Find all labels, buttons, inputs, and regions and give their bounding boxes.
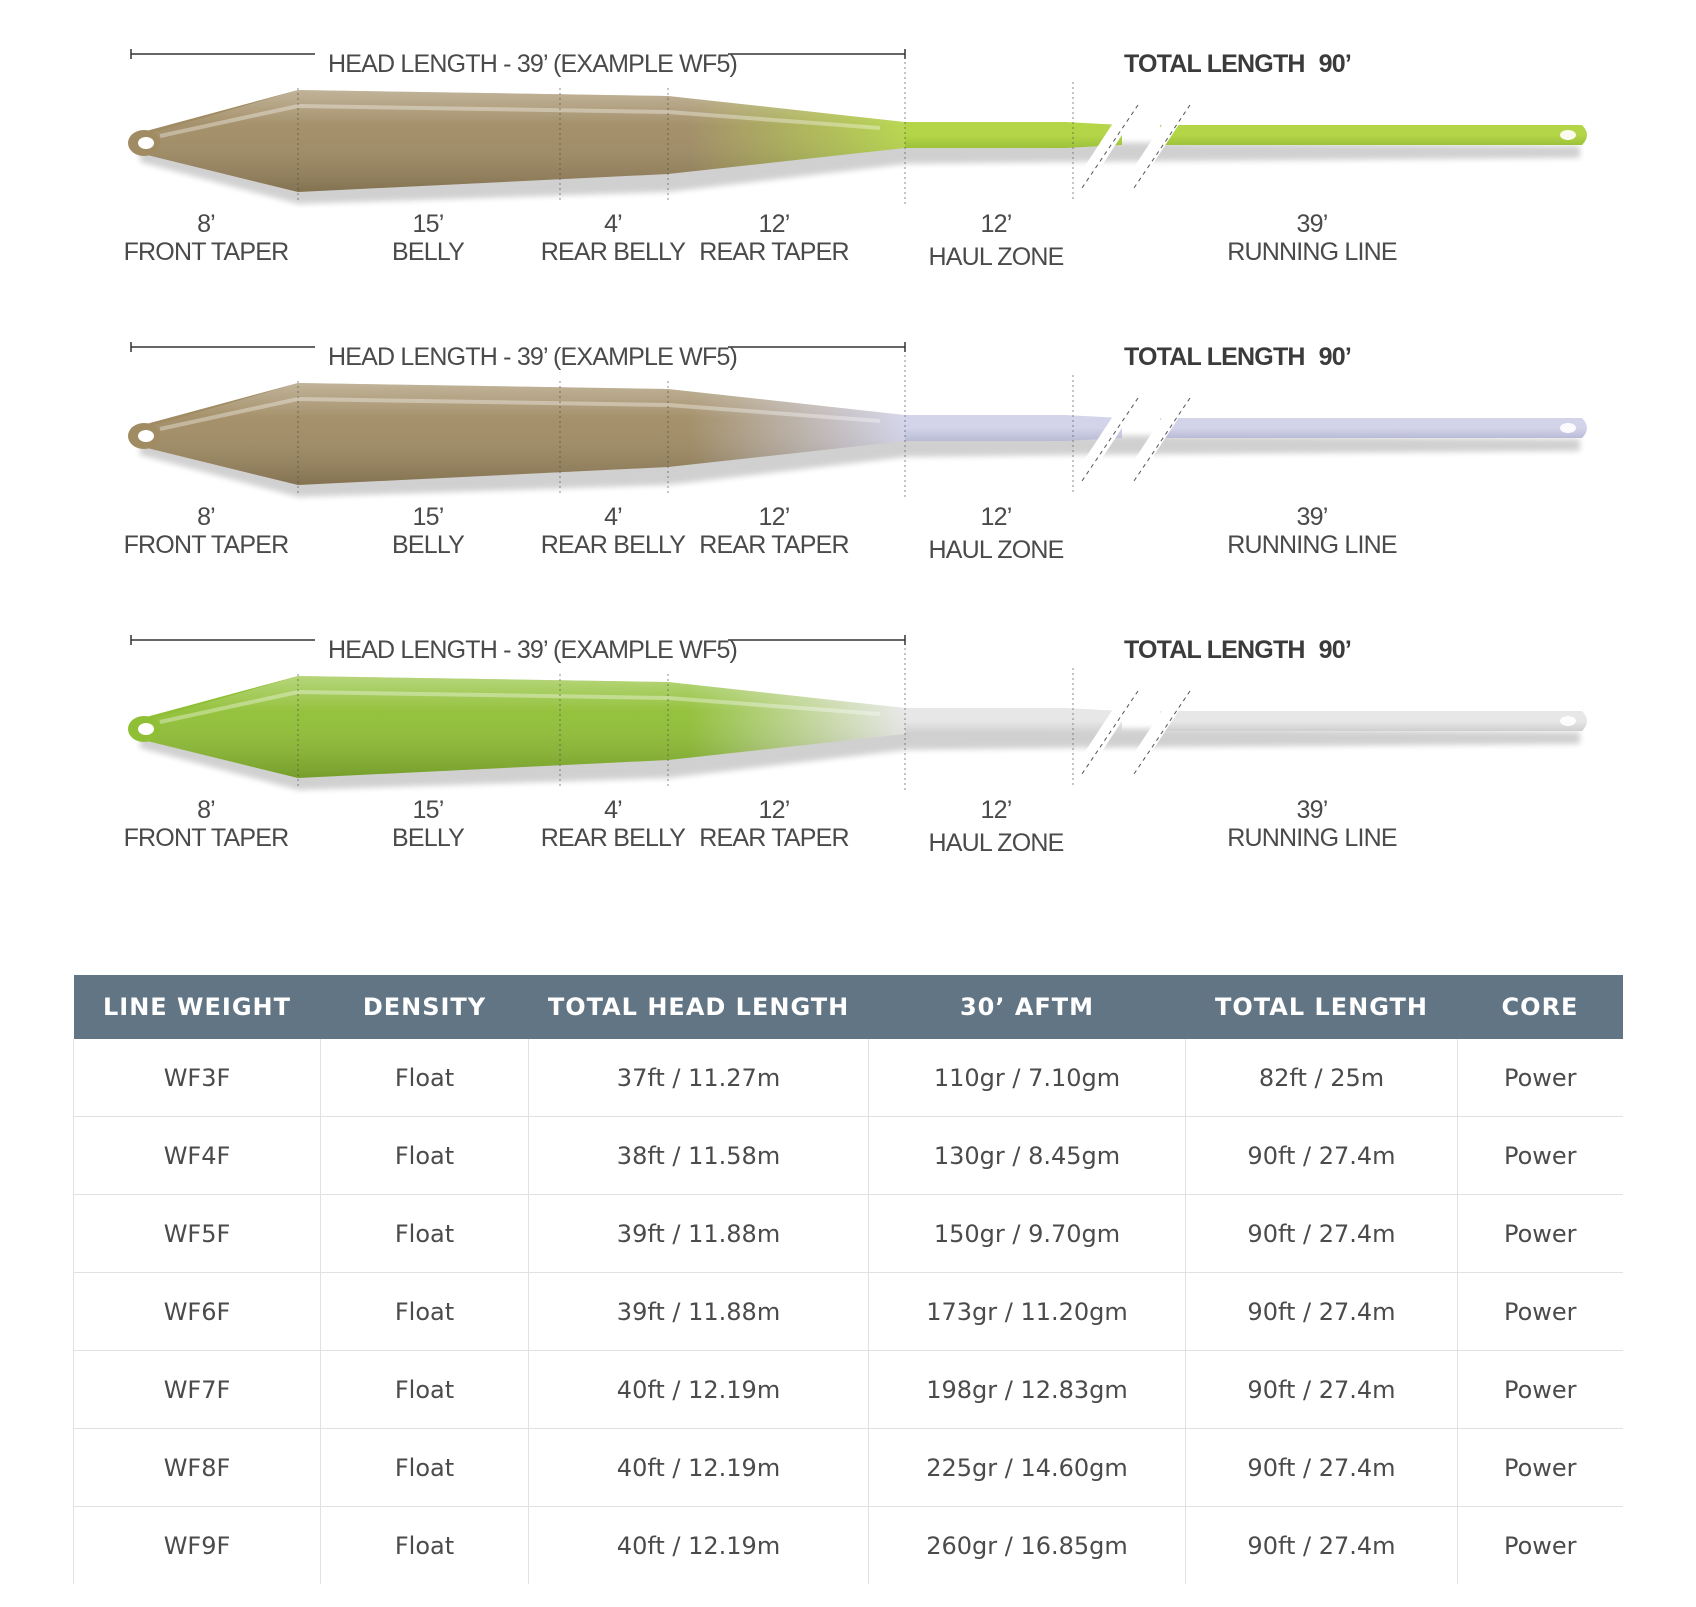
header-total-length: TOTAL LENGTH [1186, 975, 1458, 1039]
table-cell: 90ft / 27.4m [1186, 1195, 1458, 1273]
segment-label [392, 503, 464, 559]
segment-length: 12’ [758, 503, 790, 531]
header-core: CORE [1458, 975, 1623, 1039]
table-cell: Float [321, 1039, 529, 1117]
segment-length: 12’ [980, 503, 1012, 531]
segment-name: REAR TAPER [699, 824, 849, 852]
table-header-row [74, 975, 1623, 1039]
segment-label [541, 503, 685, 559]
segment-length: 39’ [1296, 210, 1328, 238]
table-row [74, 1039, 1623, 1117]
table-cell: 40ft / 12.19m [529, 1429, 869, 1507]
spec-table [73, 975, 1623, 1584]
segment-length: 15’ [412, 503, 444, 531]
table-cell: Power [1458, 1429, 1623, 1507]
table-cell: 82ft / 25m [1186, 1039, 1458, 1117]
table-cell: WF7F [74, 1351, 321, 1429]
segment-label [1227, 503, 1397, 559]
table-cell: Float [321, 1195, 529, 1273]
segment-label [541, 796, 685, 852]
table-row [74, 1117, 1623, 1195]
table-row [74, 1507, 1623, 1585]
segment-label [1227, 210, 1397, 266]
table-cell: 90ft / 27.4m [1186, 1429, 1458, 1507]
segment-length: 4’ [604, 796, 622, 824]
total-length-value: 90’ [1318, 50, 1352, 78]
segment-length: 8’ [197, 503, 215, 531]
segment-name: FRONT TAPER [123, 824, 289, 852]
segment-length: 12’ [758, 210, 790, 238]
segment-name: BELLY [392, 531, 464, 559]
table-cell: WF3F [74, 1039, 321, 1117]
table-cell: 39ft / 11.88m [529, 1195, 869, 1273]
table-cell: Float [321, 1429, 529, 1507]
table-cell: WF8F [74, 1429, 321, 1507]
table-row [74, 1351, 1623, 1429]
segment-label [1227, 796, 1397, 852]
total-length-value: 90’ [1318, 636, 1352, 664]
segment-name: FRONT TAPER [123, 238, 289, 266]
table-cell: 130gr / 8.45gm [869, 1117, 1186, 1195]
table-cell: WF9F [74, 1507, 321, 1585]
segment-label [699, 503, 848, 559]
segment-label [124, 210, 289, 266]
table-cell: Power [1458, 1117, 1623, 1195]
header-density: DENSITY [321, 975, 529, 1039]
segment-name: BELLY [392, 824, 464, 852]
table-cell: 37ft / 11.27m [529, 1039, 869, 1117]
table-cell: Power [1458, 1351, 1623, 1429]
table-cell: Float [321, 1273, 529, 1351]
table-cell: 173gr / 11.20gm [869, 1273, 1186, 1351]
segment-length: 12’ [980, 796, 1012, 824]
segment-length: 12’ [980, 210, 1012, 238]
header-total-head-length: TOTAL HEAD LENGTH [529, 975, 869, 1039]
segment-name: REAR BELLY [540, 824, 686, 852]
table-cell: 40ft / 12.19m [529, 1507, 869, 1585]
total-length-label: TOTAL LENGTH 90’ [1124, 636, 1352, 664]
table-cell: 40ft / 12.19m [529, 1351, 869, 1429]
segment-length: 15’ [412, 796, 444, 824]
table-cell: WF4F [74, 1117, 321, 1195]
taper-diagram-lavender-running [0, 303, 1696, 583]
total-length-value: 90’ [1318, 343, 1352, 371]
table-cell: 90ft / 27.4m [1186, 1117, 1458, 1195]
segment-label [929, 210, 1064, 271]
segment-label [392, 210, 464, 266]
segment-length: 15’ [412, 210, 444, 238]
segment-label [929, 796, 1064, 857]
header-line-weight: LINE WEIGHT [74, 975, 321, 1039]
table-cell: Power [1458, 1039, 1623, 1117]
segment-length: 4’ [604, 210, 622, 238]
total-length-label: TOTAL LENGTH 90’ [1124, 343, 1352, 371]
segment-name: HAUL ZONE [928, 829, 1064, 857]
table-row [74, 1273, 1623, 1351]
table-cell: Float [321, 1117, 529, 1195]
segment-name: HAUL ZONE [928, 536, 1064, 564]
table-cell: 225gr / 14.60gm [869, 1429, 1186, 1507]
table-cell: WF5F [74, 1195, 321, 1273]
table-cell: Float [321, 1351, 529, 1429]
segment-name: RUNNING LINE [1227, 531, 1397, 559]
table-cell: 260gr / 16.85gm [869, 1507, 1186, 1585]
total-length-label: TOTAL LENGTH 90’ [1124, 50, 1352, 78]
segment-label [929, 503, 1064, 564]
segment-name: RUNNING LINE [1227, 824, 1397, 852]
head-length-label: HEAD LENGTH - 39’ (EXAMPLE WF5) [328, 343, 738, 371]
segment-name: REAR TAPER [699, 531, 849, 559]
taper-diagram-green-running [0, 10, 1696, 290]
head-length-label: HEAD LENGTH - 39’ (EXAMPLE WF5) [328, 50, 738, 78]
table-cell: Float [321, 1507, 529, 1585]
table-cell: 39ft / 11.88m [529, 1273, 869, 1351]
segment-length: 12’ [758, 796, 790, 824]
table-cell: Power [1458, 1195, 1623, 1273]
segment-length: 8’ [197, 210, 215, 238]
segment-label [699, 796, 848, 852]
table-row [74, 1195, 1623, 1273]
segment-name: RUNNING LINE [1227, 238, 1397, 266]
table-cell: 198gr / 12.83gm [869, 1351, 1186, 1429]
header-aftm: 30’ AFTM [869, 975, 1186, 1039]
segment-label [541, 210, 685, 266]
table-cell: 90ft / 27.4m [1186, 1507, 1458, 1585]
segment-length: 8’ [197, 796, 215, 824]
segment-name: REAR BELLY [540, 531, 686, 559]
segment-name: FRONT TAPER [123, 531, 289, 559]
table-cell: 90ft / 27.4m [1186, 1273, 1458, 1351]
segment-length: 39’ [1296, 503, 1328, 531]
table-row [74, 1429, 1623, 1507]
table-cell: 90ft / 27.4m [1186, 1351, 1458, 1429]
taper-diagram-clear-running [0, 596, 1696, 876]
segment-name: HAUL ZONE [928, 243, 1064, 271]
table-cell: 38ft / 11.58m [529, 1117, 869, 1195]
segment-label [124, 503, 289, 559]
segment-name: REAR TAPER [699, 238, 849, 266]
segment-length: 4’ [604, 503, 622, 531]
table-cell: Power [1458, 1273, 1623, 1351]
table-cell: 150gr / 9.70gm [869, 1195, 1186, 1273]
head-length-label: HEAD LENGTH - 39’ (EXAMPLE WF5) [328, 636, 738, 664]
segment-label [392, 796, 464, 852]
segment-label [699, 210, 848, 266]
segment-label [124, 796, 289, 852]
segment-name: REAR BELLY [540, 238, 686, 266]
segment-name: BELLY [392, 238, 464, 266]
table-cell: Power [1503, 1531, 1577, 1560]
table-cell: WF6F [74, 1273, 321, 1351]
segment-length: 39’ [1296, 796, 1328, 824]
table-cell: 110gr / 7.10gm [869, 1039, 1186, 1117]
